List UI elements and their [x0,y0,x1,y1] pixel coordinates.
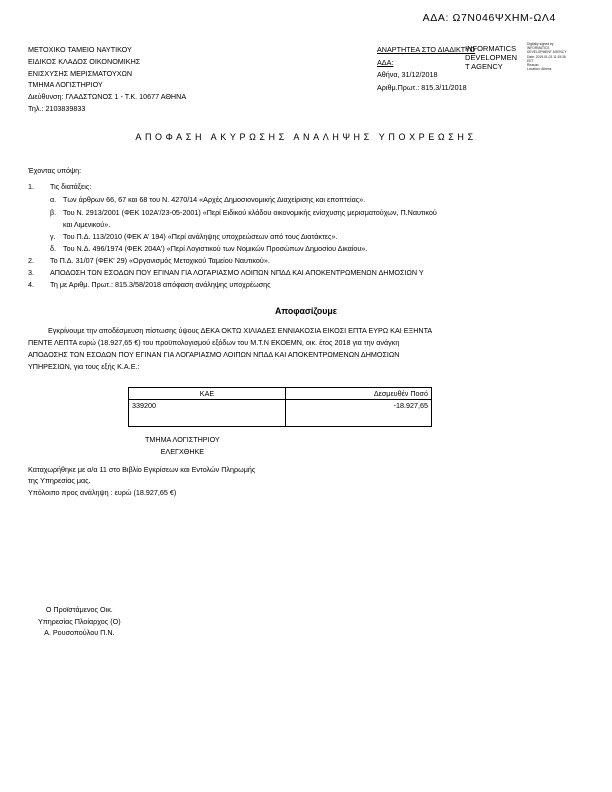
checked-label: ΕΛΕΓΧΘΗΚΕ [160,446,205,456]
department-signoff [145,434,220,457]
list-item: ΑΠΟΔΟΣΗ ΤΩΝ ΕΣΟΔΩΝ ΠΟΥ ΕΓΙΝΑΝ ΓΙΑ ΛΟΓΑΡΙΑΣΜΟ ΛΟΙΠΩΝ ΝΠΔΔ ΚΑΙ ΑΠΟΚΕΝΤΡΩΜΕΝΩΝ ΔΗΜΟΣΙΩΝ Υ [50,268,424,277]
booking-note [28,464,255,498]
list-item: Το Π.Δ. 31/07 (ΦΕΚ' 29) «Οργανισμός Μετοχικού Ταμείου Ναυτικού». [50,256,270,265]
remaining-balance: Υπόλοιπο προς ανάληψη : ευρώ (18.927,65 €) [28,487,177,497]
decision-heading: Αποφασίζουμε [275,306,337,316]
decision-line: ΠΕΝΤΕ ΛΕΠΤΑ ευρώ (18.927,65 €) του προϋπολογισμού εξόδων του Μ.Τ.Ν ΕΚΟΕΜΝ, οικ. έτος 2018 για την ανάγκη [28,338,400,347]
list-item: Τις διατάξεις: [50,182,92,191]
stamp-line: DEVELOPMEN [465,53,518,62]
ada-code: ΑΔΑ: Ω7Ν046ΨΧΗΜ-ΩΛ4 [422,12,556,24]
stamp-detail: INFORMATICS [527,46,550,51]
issuer-line: Τηλ.: 2103839833 [28,103,86,113]
department-name: ΤΜΗΜΑ ΛΟΓΙΣΤΗΡΙΟΥ [145,435,220,444]
signature-block [38,604,121,639]
ada-label: ΑΔΑ: [377,57,394,67]
item-number: γ. [50,232,56,241]
item-number: β. [50,208,57,217]
booking-line: Καταχωρήθηκε με α/α 11 στο Βιβλίο Εγκρίσεων και Εντολών Πληρωμής [28,465,256,474]
stamp-detail: Location: Athens [527,67,552,72]
list-item: Του Ν.Δ. 496/1974 (ΦΕΚ 204Α') «Περί Λογιστικού των Νομικών Προσώπων Δημοσίου Δικαίου». [63,244,368,253]
stamp-detail: Reason: [527,63,540,68]
issuer-line: ΤΜΗΜΑ ΛΟΓΙΣΤΗΡΙΟΥ [28,80,103,90]
list-item: και Λιμενικού». [63,220,111,229]
stamp-line: INFORMATICS [465,44,517,53]
list-item: Του Π.Δ. 113/2010 (ΦΕΚ Α' 194) «Περί ανάληψης υποχρεώσεων από τους Διατάκτες». [63,232,338,241]
item-number: 2. [28,256,34,265]
stamp-detail: DEVELOPMENT AGENCY [527,50,567,55]
issuer-line: Διεύθυνση: ΓΛΑΔΣΤΩΝΟΣ 1 - Τ.Κ. 10677 ΑΘΗΝΑ [28,92,187,102]
item-number: α. [50,195,57,204]
date-line: Αθήνα, 31/12/2018 [377,70,438,79]
decision-line: ΑΠΟΔΟΣΗΣ ΤΩΝ ΕΣΟΔΩΝ ΠΟΥ ΕΓΙΝΑΝ ΓΙΑ ΛΟΓΑΡΙΑΣΜΟ ΛΟΙΠΩΝ ΝΠΔΔ ΚΑΙ ΑΠΟΚΕΝΤΡΩΜΕΝΩΝ ΔΗΜΟΣΙΩΝ [28,350,400,359]
list-item: Τη με Αριθμ. Πρωτ.: 815.3/58/2018 απόφαση ανάληψης υποχρέωσης [50,280,271,289]
issuer-line: ΕΝΙΣΧΥΣΗΣ ΜΕΡΙΣΜΑΤΟΥΧΩΝ [28,68,133,78]
stamp-detail: Date: 2019.01.03 11:15:36 [527,54,566,59]
issuer-line: ΜΕΤΟΧΙΚΟ ΤΑΜΕΙΟ ΝΑΥΤΙΚΟΥ [28,45,132,54]
booking-line: της Υπηρεσίας μας. [28,476,91,486]
signatory-title: Ο Προϊστάμενος Οικ. [45,605,113,614]
stamp-detail: EET [527,58,534,63]
kae-cell: 339200 [129,400,286,427]
posting-label: ΑΝΑΡΤΗΤΕΑ ΣΤΟ ΔΙΑΔΙΚΤΥΟ [377,45,476,54]
item-number: 1. [28,182,34,191]
column-header-kae: ΚΑΕ [129,388,286,400]
digital-signature-details [527,42,567,71]
list-item: Των άρθρων 66, 67 και 68 του Ν. 4270/14 «Αρχές Δημοσιονομικής Διαχείρισης και εποπτείας». [63,195,366,204]
amount-cell: -18.927,65 [286,400,432,427]
stamp-line: T AGENCY [465,62,503,71]
decision-line: Εγκρίνουμε την αποδέσμευση πίστωσης ύψους ΔΕΚΑ ΟΚΤΩ ΧΙΛΙΑΔΕΣ ΕΝΝΙΑΚΟΣΙΑ ΕΙΚΟΣΙ ΕΠΤΑ ΕΥΡΩ ΚΑΙ ΕΞΗΝΤΑ [48,326,433,335]
decision-line: ΥΠΗΡΕΣΙΩΝ, για τους εξής Κ.Α.Ε.: [28,362,140,371]
column-header-amount: Δεσμευθέν Ποσό [286,388,432,400]
issuer-block [28,44,186,115]
posting-block [377,44,475,94]
having-in-mind: Έχοντας υπόψη: [28,166,82,175]
signatory-name: Α. Ρουσοπούλου Π.Ν. [44,628,115,637]
signatory-rank: Υπηρεσίας Πλοίαρχος (Ο) [38,616,121,626]
protocol-number: Αριθμ.Πρωτ.: 815.3/11/2018 [377,82,467,92]
item-number: δ. [50,244,56,253]
table-header-row [129,388,432,400]
digital-signature-stamp [465,44,517,71]
table-row [129,400,432,427]
list-item: Του Ν. 2913/2001 (ΦΕΚ 102Α'/23-05-2001) «Περί Ειδικού κλάδου οικονομικής ενίσχυσης μερισματούχων, Π.Ναυτικού [63,208,437,217]
item-number: 3. [28,268,34,277]
issuer-line: ΕΙΔΙΚΟΣ ΚΛΑΔΟΣ ΟΙΚΟΝΟΜΙΚΗΣ [28,56,141,66]
document-title: ΑΠΟΦΑΣΗ ΑΚΥΡΩΣΗΣ ΑΝΑΛΗΨΗΣ ΥΠΟΧΡΕΩΣΗΣ [135,132,477,142]
kae-table [128,387,432,427]
stamp-detail: Digitally signed by [527,42,554,46]
item-number: 4. [28,280,34,289]
